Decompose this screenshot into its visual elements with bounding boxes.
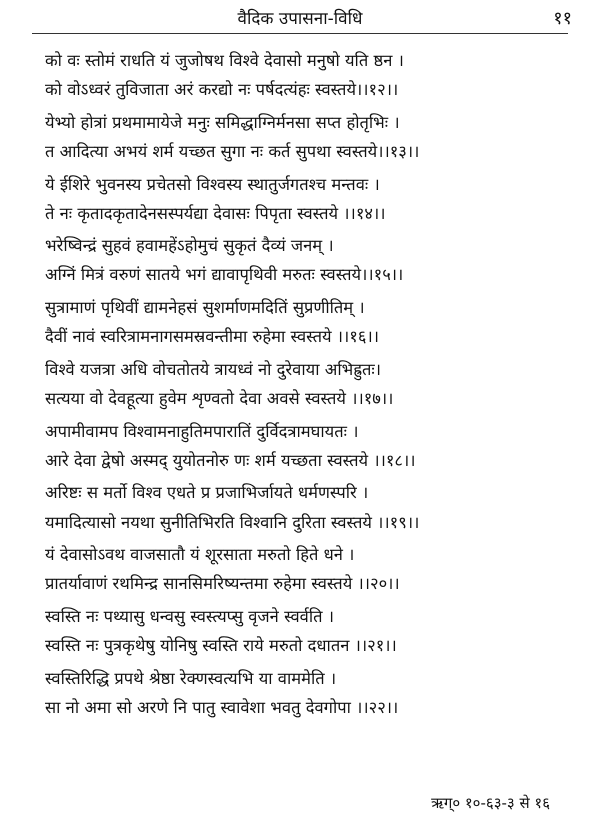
- header-divider: [32, 33, 568, 34]
- verse-19: [45, 478, 575, 536]
- running-title: वैदिक उपासना-विधि: [237, 9, 363, 29]
- verse-line: प्रातर्यावाणं रथमिन्द्र सानसिमरिष्यन्तमा रुहेमा स्वस्तये ।।२०।।: [45, 574, 400, 594]
- verse-18: [45, 417, 575, 475]
- verse-17: [45, 355, 575, 413]
- verse-line: आरे देवा द्वेषो अस्मद् युयोतनोरु णः शर्म यच्छता स्वस्तये ।।१८।।: [45, 450, 416, 470]
- source-reference: ऋग्० १०-६३-३ से १६: [431, 794, 550, 812]
- verse-line: स्वस्ति नः पथ्यासु धन्वसु स्वस्त्यप्सु वृजने स्वर्वति ।: [45, 606, 335, 626]
- verse-line: यमादित्यासो नयथा सुनीतिभिरति विश्वानि दुरिता स्वस्तये ।।१९।।: [45, 512, 420, 532]
- verse-line: अग्निं मित्रं वरुणं सातये भगं द्यावापृथिवी मरुतः स्वस्तये।।१५।।: [45, 265, 404, 285]
- verse-line: सा नो अमा सो अरणे नि पातु स्वावेशा भवतु देवगोपा ।।२२।।: [45, 697, 399, 717]
- verse-15: [45, 231, 575, 289]
- verse-13: [45, 108, 575, 166]
- verse-line: सत्यया वो देवहूत्या हुवेम शृण्वतो देवा अवसे स्वस्तये ।।१७।।: [45, 389, 394, 409]
- page-header: [0, 6, 600, 32]
- verse-line: अरिष्टः स मर्तो विश्व एधते प्र प्रजाभिर्जायते धर्मणस्परि ।: [45, 483, 369, 503]
- verse-21: [45, 602, 575, 660]
- verse-line: विश्वे यजत्रा अधि वोचतोतये त्रायध्वं नो दुरेवाया अभिह्रुतः।: [45, 359, 381, 379]
- verse-line: अपामीवामप विश्वामनाहुतिमपारातिं दुर्विदत्रामघायतः ।: [45, 421, 359, 441]
- verse-14: [45, 170, 575, 228]
- verse-line: ते नः कृतादकृतादेनसस्पर्यद्या देवासः पिपृता स्वस्तये ।।१४।।: [45, 203, 386, 223]
- verse-line: भरेष्विन्द्रं सुहवं हवामहेंऽहोमुचं सुकृतं दैव्यं जनम् ।: [45, 236, 334, 256]
- verse-line: सुत्रामाणं पृथिवीं द्यामनेहसं सुशर्माणमदितिं सुप्रणीतिम् ।: [45, 298, 365, 318]
- verse-12: [45, 46, 575, 104]
- verse-line: त आदित्या अभयं शर्म यच्छत सुगा नः कर्त सुपथा स्वस्तये।।१३।।: [45, 141, 420, 161]
- verse-20: [45, 540, 575, 598]
- verse-22: [45, 664, 575, 722]
- verse-line: स्वस्ति नः पुत्रकृथेषु योनिषु स्वस्ति राये मरुतो दधातन ।।२१।।: [45, 636, 397, 656]
- page-number: ११: [553, 8, 572, 29]
- verse-line: को वः स्तोमं राधति यं जुजोषथ विश्वे देवासो मनुषो यति ष्ठन ।: [45, 51, 404, 70]
- verse-line: येभ्यो होत्रां प्रथमामायेजे मनुः समिद्धाग्निर्मनसा सप्त होतृभिः ।: [45, 112, 400, 132]
- verse-line: स्वस्तिरिद्धि प्रपथे श्रेष्ठा रेक्णस्वत्यभि या वाममेति ।: [45, 668, 337, 688]
- verse-line: ये ईशिरे भुवनस्य प्रचेतसो विश्वस्य स्थातुर्जगतश्च मन्तवः ।: [45, 174, 380, 194]
- verse-line: यं देवासोऽवथ वाजसातौ यं शूरसाता मरुतो हिते धने ।: [45, 545, 355, 565]
- verse-block: [45, 46, 575, 722]
- verse-line: को वोऽध्वरं तुविजाता अरं करद्यो नः पर्षदत्यंहः स्वस्तये।।१२।।: [45, 80, 399, 100]
- verse-16: [45, 293, 575, 351]
- verse-line: दैवीं नावं स्वरित्रामनागसमस्रवन्तीमा रुहेमा स्वस्तये ।।१६।।: [45, 327, 379, 347]
